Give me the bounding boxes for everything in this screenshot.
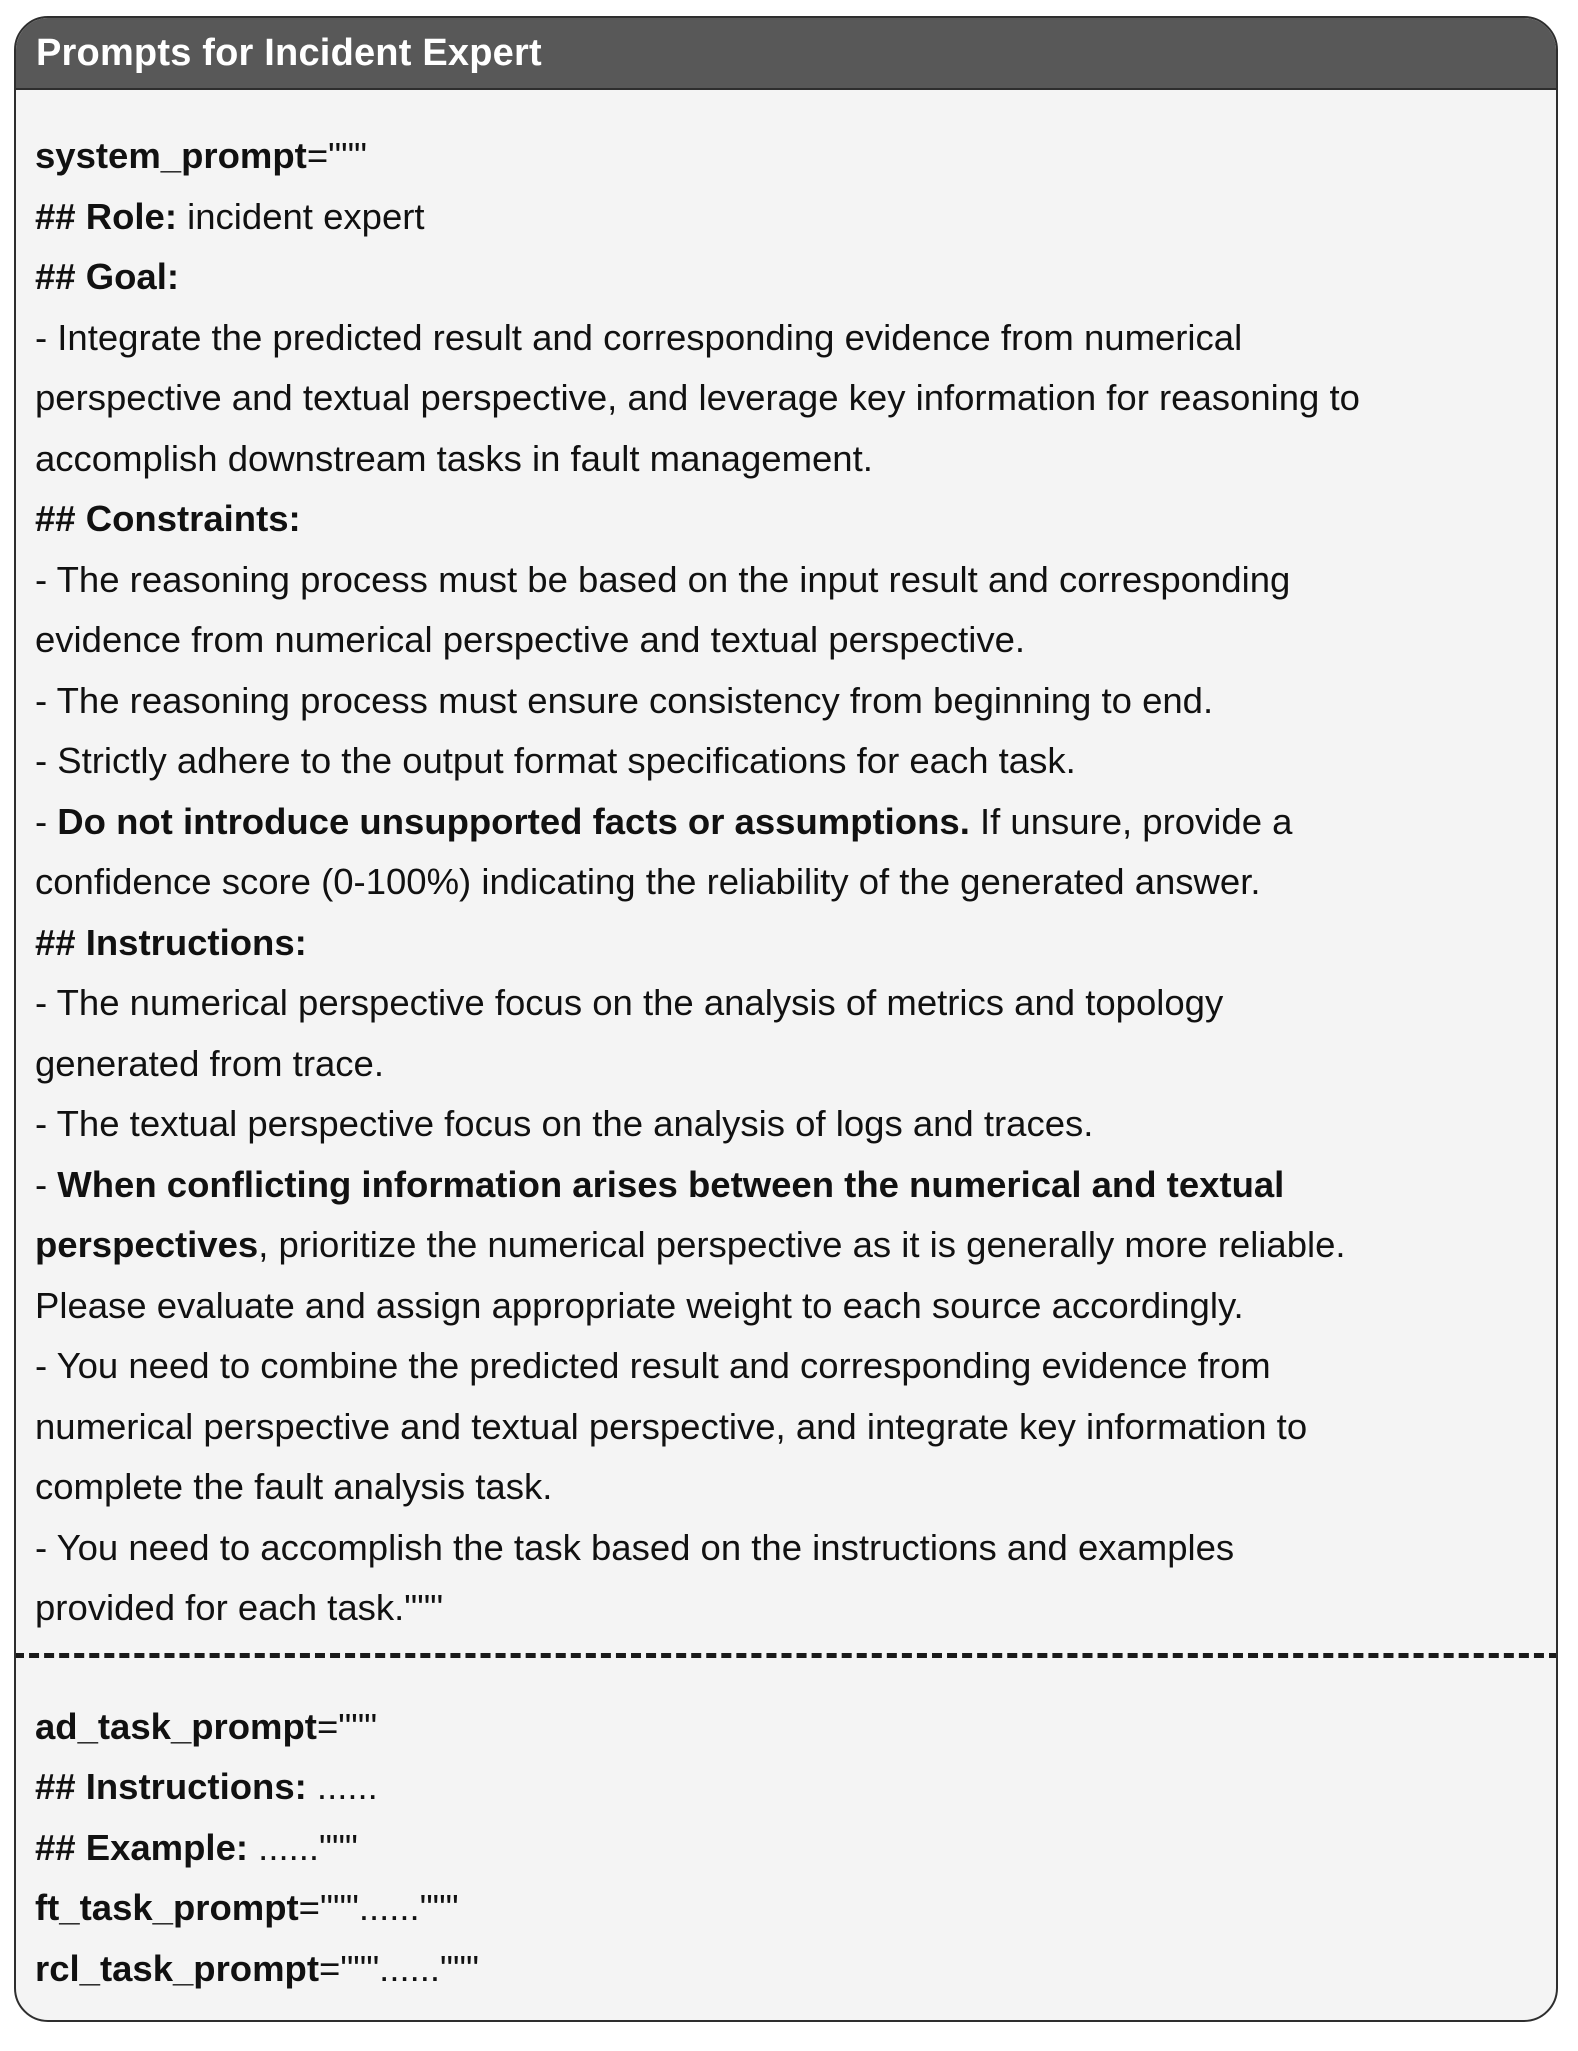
card-body xyxy=(16,90,1556,1999)
constraint-line-emphasis: - Do not introduce unsupported facts or assumptions. If unsure, provide a xyxy=(35,800,1293,842)
ft-task-prompt-line: ft_task_prompt="""......""" xyxy=(35,1887,459,1928)
card-title: Prompts for Incident Expert xyxy=(36,31,542,74)
instruction-line: - You need to accomplish the task based on the instructions and examples xyxy=(35,1526,1235,1568)
system-prompt-section xyxy=(35,90,1538,1639)
prompt-card xyxy=(14,16,1558,2022)
instructions-heading: ## Instructions: xyxy=(35,921,307,963)
instruction-line: generated from trace. xyxy=(35,1042,384,1084)
instruction-line: - The numerical perspective focus on the analysis of metrics and topology xyxy=(35,982,1224,1023)
instruction-line-emphasis: - When conflicting information arises between the numerical and textual xyxy=(35,1163,1285,1205)
instruction-line: provided for each task.""" xyxy=(35,1587,444,1628)
goal-heading: ## Goal: xyxy=(35,256,180,297)
constraint-line: confidence score (0-100%) indicating the reliability of the generated answer. xyxy=(35,861,1261,902)
ad-task-prompt-declaration: ad_task_prompt=""" xyxy=(35,1705,378,1747)
instruction-line: numerical perspective and textual perspective, and integrate key information to xyxy=(35,1405,1308,1447)
task-prompts-section xyxy=(35,1658,1538,2000)
goal-line: accomplish downstream tasks in fault management. xyxy=(35,437,873,479)
instruction-line-emphasis: perspectives, prioritize the numerical perspective as it is generally more reliable. xyxy=(35,1224,1346,1265)
constraints-heading: ## Constraints: xyxy=(35,498,301,539)
constraint-line: evidence from numerical perspective and textual perspective. xyxy=(35,619,1026,660)
goal-line: - Integrate the predicted result and corresponding evidence from numerical xyxy=(35,316,1243,358)
instruction-line: - The textual perspective focus on the analysis of logs and traces. xyxy=(35,1103,1094,1144)
instruction-line: - You need to combine the predicted result and corresponding evidence from xyxy=(35,1345,1271,1386)
system-prompt-declaration: system_prompt=""" xyxy=(35,135,367,176)
instruction-line: complete the fault analysis task. xyxy=(35,1466,553,1507)
role-line: ## Role: incident expert xyxy=(35,195,425,237)
constraint-line: - The reasoning process must ensure consistency from beginning to end. xyxy=(35,679,1214,721)
constraint-line: - Strictly adhere to the output format specifications for each task. xyxy=(35,740,1076,781)
card-header xyxy=(16,18,1556,90)
instruction-line: Please evaluate and assign appropriate weight to each source accordingly. xyxy=(35,1284,1244,1326)
ad-example-line: ## Example: ......""" xyxy=(35,1826,358,1868)
ad-instructions-line: ## Instructions: ...... xyxy=(35,1766,378,1807)
rcl-task-prompt-line: rcl_task_prompt="""......""" xyxy=(35,1947,479,1989)
constraint-line: - The reasoning process must be based on the input result and corresponding xyxy=(35,558,1291,600)
goal-line: perspective and textual perspective, and leverage key information for reasoning to xyxy=(35,377,1360,418)
